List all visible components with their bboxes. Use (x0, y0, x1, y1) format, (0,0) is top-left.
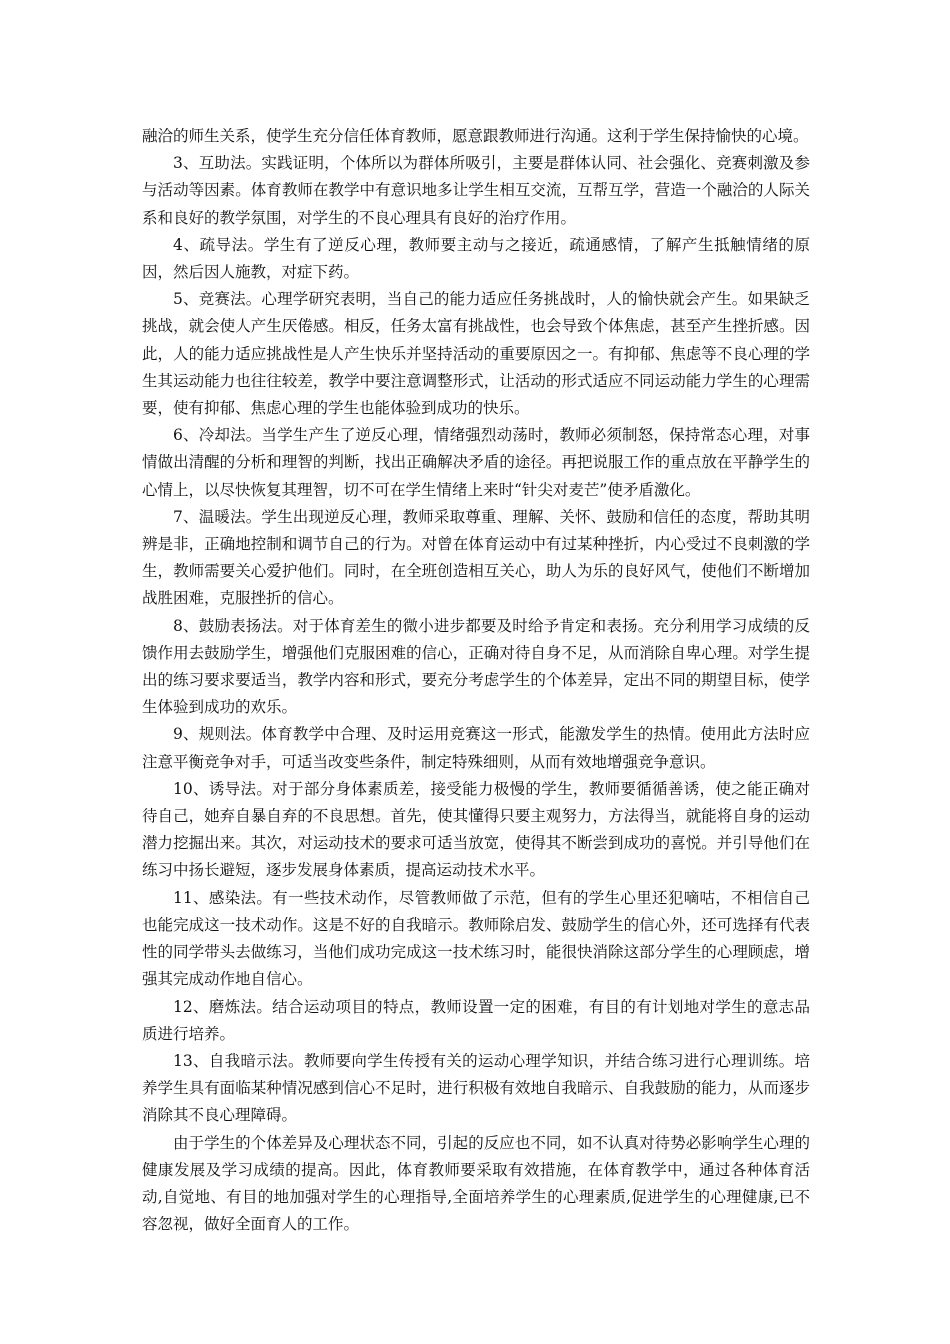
paragraph-tempering-method: 12、磨炼法。结合运动项目的特点，教师设置一定的困难，有目的有计划地对学生的意志品质进行培养。 (142, 997, 810, 1043)
paragraph-competition-method: 5、竞赛法。心理学研究表明，当自己的能力适应任务挑战时，人的愉快就会产生。如果缺乏挑战，就会使人产生厌倦感。相反，任务太富有挑战性，也会导致个体焦虑，甚至产生挫折感。因此，人的能力适应挑战性是人产生快乐并坚持活动的重要原因之一。有抑郁、焦虑等不良心理的学生其运动能力也往往较差，教学中要注意调整形式，让活动的形式适应不同运动能力学生的心理需要，使有抑郁、焦虑心理的学生也能体验到成功的快乐。 (142, 290, 810, 418)
paragraph-encouragement-method: 8、鼓励表扬法。对于体育差生的微小进步都要及时给予肯定和表扬。充分利用学习成绩的反馈作用去鼓励学生，增强他们克服困难的信心，正确对待自身不足，从而消除自卑心理。对学生提出的练习要求要适当，教学内容和形式，要充分考虑学生的个体差异，定出不同的期望目标，使学生体验到成功的欢乐。 (142, 616, 810, 717)
document-body (142, 123, 810, 1238)
paragraph-infection-method: 11、感染法。有一些技术动作，尽管教师做了示范，但有的学生心里还犯嘀咕，不相信自己也能完成这一技术动作。这是不好的自我暗示。教师除启发、鼓励学生的信心外，还可选择有代表性的同学带头去做练习，当他们成功完成这一技术练习时，能很快消除这部分学生的心理顾虑，增强其完成动作地自信心。 (142, 888, 810, 989)
paragraph-inducement-method: 10、诱导法。对于部分身体素质差，接受能力极慢的学生，教师要循循善诱，使之能正确对待自己，她弃自暴自弃的不良思想。首先，使其懂得只要主观努力，方法得当，就能将自身的运动潜力挖掘出来。其次，对运动技术的要求可适当放宽，使得其不断尝到成功的喜悦。并引导他们在练习中扬长避短，逐步发展身体素质，提高运动技术水平。 (142, 779, 810, 880)
paragraph-rules-method: 9、规则法。体育教学中合理、及时运用竞赛这一形式，能激发学生的热情。使用此方法时应注意平衡竞争对手，可适当改变些条件，制定特殊细则，从而有效地增强竞争意识。 (142, 725, 810, 771)
paragraph-mutual-help-method: 3、互助法。实践证明，个体所以为群体所吸引，主要是群体认同、社会强化、竞赛刺激及参与活动等因素。体育教师在教学中有意识地多让学生相互交流，互帮互学，营造一个融洽的人际关系和良好的教学氛围，对学生的不良心理具有良好的治疗作用。 (142, 154, 810, 227)
paragraph-warmth-method: 7、温暖法。学生出现逆反心理，教师采取尊重、理解、关怀、鼓励和信任的态度，帮助其明辨是非，正确地控制和调节自己的行为。对曾在体育运动中有过某种挫折，内心受过不良刺激的学生，教师需要关心爱护他们。同时，在全班创造相互关心，助人为乐的良好风气，使他们不断增加战胜困难，克服挫折的信心。 (142, 507, 810, 608)
paragraph-guidance-method: 4、疏导法。学生有了逆反心理，教师要主动与之接近，疏通感情，了解产生抵触情绪的原因，然后因人施教，对症下药。 (142, 235, 810, 282)
paragraph-self-suggestion-method: 13、自我暗示法。教师要向学生传授有关的运动心理学知识，并结合练习进行心理训练。培养学生具有面临某种情况感到信心不足时，进行积极有效地自我暗示、自我鼓励的能力，从而逐步消除其不良心理障碍。 (142, 1051, 810, 1125)
paragraph-cooling-method: 6、冷却法。当学生产生了逆反心理，情绪强烈动荡时，教师必须制怒，保持常态心理，对事情做出清醒的分析和理智的判断，找出正确解决矛盾的途径。再把说服工作的重点放在平静学生的心情上，以尽快恢复其理智，切不可在学生情绪上来时“针尖对麦芒”使矛盾激化。 (142, 426, 810, 499)
paragraph-conclusion: 由于学生的个体差异及心理状态不同，引起的反应也不同，如不认真对待势必影响学生心理的健康发展及学习成绩的提高。因此，体育教师要采取有效措施，在体育教学中，通过各种体育活动,自觉地、有目的地加强对学生的心理指导,全面培养学生的心理素质,促进学生的心理健康,已不容忽视，做好全面育人的工作。 (142, 1133, 810, 1234)
paragraph-continuation: 融洽的师生关系，使学生充分信任体育教师，愿意跟教师进行沟通。这利于学生保持愉快的心境。 (142, 127, 809, 145)
